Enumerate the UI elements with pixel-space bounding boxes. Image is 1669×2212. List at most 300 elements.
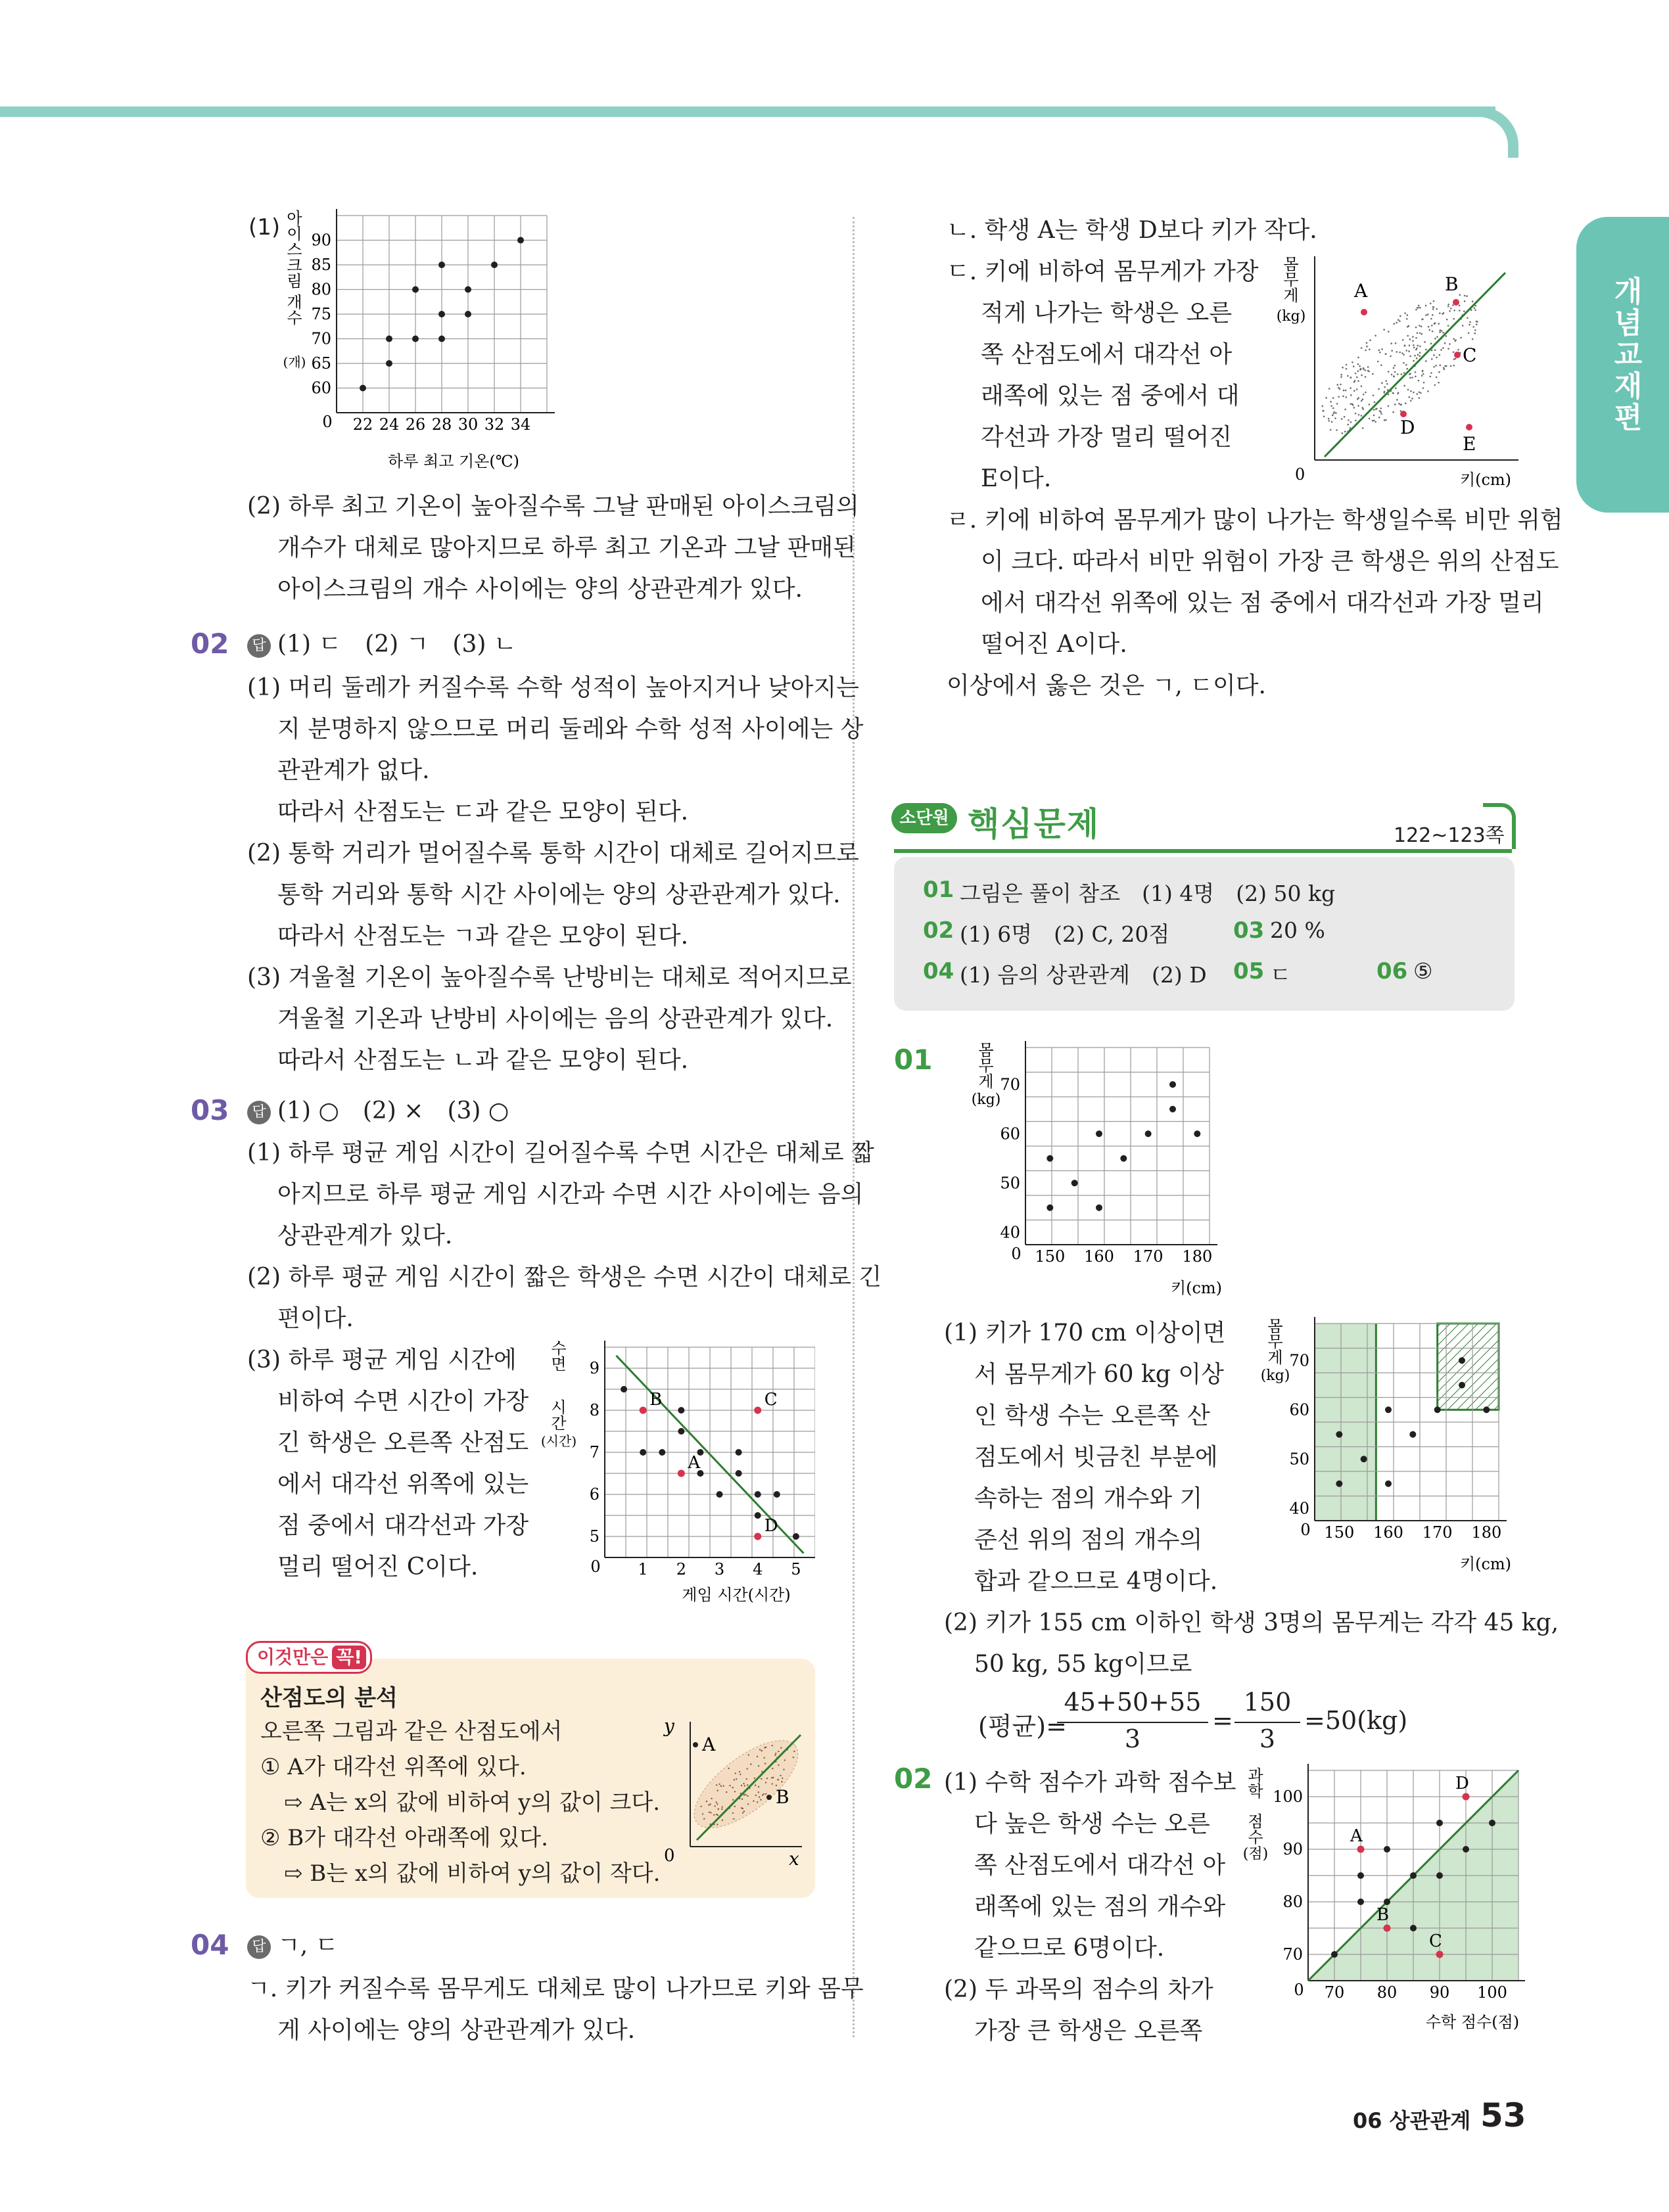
scatter-dot xyxy=(1375,334,1376,336)
right-top-line: 떨어진 A이다. xyxy=(981,631,1127,658)
scatter-dot xyxy=(1330,401,1332,403)
scatter-dot xyxy=(742,1812,743,1813)
scatter-dot xyxy=(1403,385,1405,387)
data-point xyxy=(1384,1899,1390,1905)
core-answer-text: ㄷ xyxy=(1270,962,1291,988)
highlight-point xyxy=(754,1533,761,1540)
scatter-dot xyxy=(1336,403,1338,405)
y-tick-label: 5 xyxy=(589,1527,599,1546)
scatter-dot xyxy=(1452,304,1454,306)
scatter-dot xyxy=(1453,318,1455,320)
scatter-dot xyxy=(1408,396,1410,398)
data-point xyxy=(621,1386,627,1393)
chart-origin: 0 xyxy=(1011,1245,1022,1263)
scatter-dot xyxy=(728,1768,730,1769)
data-point xyxy=(717,1491,723,1498)
scatter-dot xyxy=(743,1810,745,1812)
scatter-dot xyxy=(1335,412,1337,414)
scatter-dot xyxy=(1323,410,1325,412)
scatter-dot xyxy=(1409,344,1411,346)
scatter-dot xyxy=(1394,323,1396,325)
highlight-point xyxy=(1436,1951,1444,1958)
scatter-dot xyxy=(1466,295,1468,297)
data-point xyxy=(1434,1406,1441,1413)
scatter-dot xyxy=(1409,377,1411,379)
scatter-dot xyxy=(1331,421,1333,423)
q03-line: (3) 하루 평균 게임 시간에 xyxy=(247,1347,517,1373)
data-point xyxy=(1096,1205,1102,1211)
scatter-dot xyxy=(1476,321,1478,323)
core-answer-num: 03 xyxy=(1233,917,1265,944)
x-tick-label: 150 xyxy=(1324,1523,1355,1542)
scatter-dot xyxy=(1422,387,1424,389)
scatter-dot xyxy=(1403,354,1405,356)
answer-icon: 답 xyxy=(247,1935,271,1959)
scatter-dot xyxy=(1355,413,1357,415)
x-axis-label: 수학 점수(점) xyxy=(1425,2013,1520,2031)
scatter-dot xyxy=(1469,321,1471,323)
x-tick-label: 28 xyxy=(431,415,452,434)
scatter-dot xyxy=(1407,314,1409,316)
scatter-dot xyxy=(747,1803,749,1805)
y-axis-label: 림 xyxy=(287,272,302,290)
scatter-dot xyxy=(1436,308,1438,310)
core-title: 핵심문제 xyxy=(968,805,1100,843)
q02-line: (1) 머리 둘레가 커질수록 수학 성적이 높아지거나 낮아지는 xyxy=(247,674,859,701)
scatter-dot xyxy=(764,1763,766,1764)
y-axis-label: 몸 xyxy=(978,1041,994,1059)
scatter-dot xyxy=(1348,419,1350,421)
tip-badge-text: 이것만은 xyxy=(257,1646,329,1668)
x-tick-label: 80 xyxy=(1376,1983,1398,2002)
scatter-dot xyxy=(1420,392,1422,394)
s02-line: 다 높은 학생 수는 오른 xyxy=(974,1810,1210,1837)
scatter-dot xyxy=(1446,319,1448,321)
scatter-dot xyxy=(1417,354,1419,356)
scatter-dot xyxy=(1443,312,1445,314)
q03-line: (2) 하루 평균 게임 시간이 짧은 학생은 수면 시간이 대체로 긴 xyxy=(247,1264,882,1291)
scatter-dot xyxy=(762,1794,763,1795)
scatter-dot xyxy=(718,1809,719,1810)
scatter-dot xyxy=(1406,318,1408,320)
y-axis-label: 시 xyxy=(551,1398,567,1417)
scatter-dot xyxy=(1415,376,1417,378)
scatter-dot xyxy=(1390,342,1392,344)
q02-line: 따라서 산점도는 ㄱ과 같은 모양이 된다. xyxy=(277,923,689,950)
scatter-dot xyxy=(1385,353,1387,355)
q04-line: ㄱ. 키가 커질수록 몸무게도 대체로 많이 나가므로 키와 몸무 xyxy=(247,1975,864,2002)
scatter-dot xyxy=(761,1778,762,1780)
scatter-dot xyxy=(1411,398,1413,400)
core-answer-num: 04 xyxy=(923,958,954,984)
y-tick-label: 60 xyxy=(1289,1400,1309,1419)
data-point xyxy=(1463,1846,1469,1853)
scatter-dot xyxy=(1378,388,1380,390)
scatter-dot xyxy=(1412,340,1414,342)
s02-line: (2) 두 과목의 점수의 차가 xyxy=(944,1976,1213,2003)
scatter-dot xyxy=(1373,394,1375,396)
diagonal-line xyxy=(1325,273,1505,457)
scatter-dot xyxy=(1449,343,1451,345)
data-point xyxy=(1361,1456,1367,1462)
scatter-dot xyxy=(1439,365,1441,367)
scatter-dot xyxy=(1459,294,1461,296)
chart-origin: 0 xyxy=(590,1557,601,1576)
scatter-dot xyxy=(1372,373,1374,375)
data-point xyxy=(438,336,445,342)
scatter-dot xyxy=(1430,302,1432,304)
core-answer-text: 그림은 풀이 참조 (1) 4명 (2) 50 kg xyxy=(960,881,1336,906)
scatter-dot xyxy=(771,1783,772,1784)
scatter-dot xyxy=(1359,365,1361,367)
scatter-dot xyxy=(1332,415,1334,417)
scatter-dot xyxy=(729,1785,730,1786)
scatter-dot xyxy=(1416,357,1418,359)
scatter-dot xyxy=(1357,380,1359,382)
point-label: D xyxy=(764,1516,778,1536)
q03-line: 상관관계가 있다. xyxy=(277,1222,453,1249)
s02-line: 래쪽에 있는 점의 개수와 xyxy=(974,1893,1226,1920)
scatter-dot xyxy=(1376,408,1378,410)
scatter-dot xyxy=(1444,342,1446,344)
scatter-dot xyxy=(1417,345,1419,347)
scatter-dot xyxy=(782,1778,783,1779)
scatter-dot xyxy=(1346,364,1348,366)
q02-line: 따라서 산점도는 ㄷ과 같은 모양이 된다. xyxy=(277,798,689,825)
scatter-dot xyxy=(1374,402,1376,403)
scatter-dot xyxy=(1419,307,1421,309)
scatter-dot xyxy=(1380,413,1382,415)
scatter-dot xyxy=(1394,403,1396,405)
scatter-dot xyxy=(745,1794,746,1795)
scatter-dot xyxy=(735,1772,736,1774)
scatter-dot xyxy=(1363,394,1365,396)
core-badge: 소단원 xyxy=(891,803,957,833)
y-axis-label: 게 xyxy=(1267,1348,1283,1367)
scatter-dot xyxy=(1417,332,1419,334)
q02-number: 02 xyxy=(191,628,229,660)
s01-line: (2) 키가 155 cm 이하인 학생 3명의 몸무게는 각각 45 kg, xyxy=(944,1609,1559,1636)
scatter-dot xyxy=(1413,392,1415,394)
scatter-dot xyxy=(1344,430,1346,432)
scatter-dot xyxy=(1473,308,1475,310)
y-axis-label: 점 xyxy=(1248,1812,1263,1831)
scatter-dot xyxy=(1423,382,1425,384)
scatter-dot xyxy=(1390,355,1392,357)
side-tab-label: 개념교재편 xyxy=(1609,276,1642,434)
scatter-dot xyxy=(1342,396,1344,398)
q01-part2-line: 아이스크림의 개수 사이에는 양의 상관관계가 있다. xyxy=(277,576,803,603)
y-tick-label: 40 xyxy=(1289,1499,1309,1518)
scatter-dot xyxy=(732,1787,734,1788)
scatter-dot xyxy=(1407,389,1409,391)
scatter-dot xyxy=(1322,405,1324,407)
point-label: B xyxy=(649,1390,663,1410)
q03-line: 멀리 떨어진 C이다. xyxy=(277,1554,479,1580)
data-point xyxy=(640,1449,646,1456)
scatter-dot xyxy=(1460,337,1462,339)
scatter-dot xyxy=(746,1778,747,1780)
point-label: B xyxy=(1376,1905,1390,1925)
scatter-dot xyxy=(1436,357,1438,359)
y-axis-label: 수 xyxy=(287,309,302,327)
scatter-dot xyxy=(720,1786,722,1787)
scatter-dot xyxy=(1439,312,1441,314)
scatter-dot xyxy=(1328,420,1330,422)
scatter-dot xyxy=(1384,386,1386,388)
scatter-dot xyxy=(1398,403,1400,405)
data-point xyxy=(736,1470,742,1477)
chart-origin: 0 xyxy=(1300,1521,1311,1539)
highlight-point xyxy=(754,1407,761,1414)
y-axis-label: 몸 xyxy=(1267,1317,1283,1335)
core-answer-text: ⑤ xyxy=(1413,958,1433,984)
x-tick-label: 70 xyxy=(1324,1983,1345,2002)
y-axis-label: 과 xyxy=(1248,1766,1263,1785)
scatter-dot xyxy=(760,1799,761,1801)
scatter-dot xyxy=(1419,333,1421,334)
right-top-line: 이 크다. 따라서 비만 위험이 가장 큰 학생은 위의 산점도 xyxy=(981,548,1559,575)
y-axis-label: 수 xyxy=(551,1339,567,1358)
q03-line: 아지므로 하루 평균 게임 시간과 수면 시간 사이에는 음의 xyxy=(277,1181,864,1208)
highlight-point xyxy=(640,1407,647,1414)
x-tick-label: 170 xyxy=(1133,1247,1164,1266)
scatter-dot xyxy=(793,1751,795,1752)
scatter-dot xyxy=(1422,373,1424,375)
highlight-point xyxy=(1357,1846,1365,1853)
scatter-dot xyxy=(1449,310,1451,312)
scatter-dot xyxy=(761,1750,762,1751)
scatter-dot xyxy=(1396,351,1398,353)
data-point xyxy=(1459,1382,1465,1389)
scatter-dot xyxy=(1408,350,1410,352)
scatter-dot xyxy=(1352,361,1353,363)
scatter-dot xyxy=(716,1814,717,1815)
scatter-dot xyxy=(1443,367,1445,369)
data-point xyxy=(1120,1155,1127,1162)
scatter-dot xyxy=(1361,385,1363,387)
y-axis-label: (kg) xyxy=(1276,308,1306,325)
scatter-dot xyxy=(763,1757,764,1759)
scatter-dot xyxy=(713,1814,715,1816)
scatter-dot xyxy=(1433,300,1435,302)
scatter-dot xyxy=(1357,371,1359,373)
q03-line: (1) 하루 평균 게임 시간이 길어질수록 수면 시간은 대체로 짧 xyxy=(247,1140,874,1166)
scatter-dot xyxy=(1453,338,1455,340)
data-point xyxy=(386,360,392,367)
data-point xyxy=(1357,1899,1364,1905)
answer-icon: 답 xyxy=(247,1101,271,1124)
scatter-dot xyxy=(1343,390,1345,392)
scatter-dot xyxy=(1341,418,1343,420)
y-axis-label: 스 xyxy=(287,241,302,259)
scatter-dot xyxy=(1342,432,1344,434)
right-top-line: 적게 나가는 학생은 오른 xyxy=(981,300,1233,327)
x-tick-label: 180 xyxy=(1471,1523,1502,1542)
y-axis-symbol: y xyxy=(664,1715,674,1737)
point-label: C xyxy=(1429,1931,1442,1951)
data-point xyxy=(1489,1820,1495,1826)
formula-frac2-num: 150 xyxy=(1243,1688,1292,1717)
scatter-dot xyxy=(758,1791,759,1793)
data-point xyxy=(1046,1155,1053,1162)
q01-part2-line: 개수가 대체로 많아지므로 하루 최고 기온과 그날 판매된 xyxy=(277,534,856,561)
scatter-dot xyxy=(1413,344,1415,346)
scatter-dot xyxy=(1474,329,1476,331)
s02-line: 가장 큰 학생은 오른쪽 xyxy=(974,2017,1203,2044)
scatter-dot xyxy=(1415,327,1417,329)
scatter-dot xyxy=(1373,409,1375,411)
header-bar-curve xyxy=(1459,106,1518,158)
scatter-dot xyxy=(1381,348,1383,350)
scatter-dot xyxy=(772,1777,774,1778)
scatter-dot xyxy=(1369,403,1371,405)
right-top-line: 각선과 가장 멀리 떨어진 xyxy=(981,424,1233,451)
scatter-dot xyxy=(1413,360,1415,362)
x-tick-label: 150 xyxy=(1035,1247,1066,1266)
scatter-dot xyxy=(743,1783,744,1784)
scatter-dot xyxy=(703,1818,705,1820)
y-axis-label: (점) xyxy=(1242,1846,1269,1862)
scatter-dot xyxy=(1425,360,1427,362)
y-axis-label: 무 xyxy=(1267,1333,1283,1351)
scatter-dot xyxy=(1428,329,1430,331)
scatter-dot xyxy=(1409,373,1411,375)
scatter-dot xyxy=(1383,329,1385,331)
formula-frac2-den: 3 xyxy=(1259,1724,1276,1753)
scatter-dot xyxy=(1330,429,1332,431)
scatter-dot xyxy=(1418,380,1420,382)
scatter-dot xyxy=(1447,325,1449,327)
scatter-dot xyxy=(1407,335,1409,337)
scatter-dot xyxy=(1372,420,1374,422)
scatter-dot xyxy=(1433,366,1435,368)
scatter-dot xyxy=(726,1791,727,1793)
y-tick-label: 80 xyxy=(1282,1893,1303,1911)
x-tick-label: 2 xyxy=(676,1560,687,1578)
scatter-dot xyxy=(1411,377,1413,379)
scatter-dot xyxy=(1417,307,1419,309)
y-axis-label: 수 xyxy=(1248,1828,1263,1847)
scatter-dot xyxy=(1444,365,1446,367)
x-tick-label: 32 xyxy=(484,415,505,434)
y-axis-label: (kg) xyxy=(971,1092,1001,1108)
scatter-dot xyxy=(741,1798,743,1799)
scatter-dot xyxy=(1472,326,1474,328)
scatter-dot xyxy=(748,1754,749,1755)
scatter-dot xyxy=(744,1785,745,1786)
scatter-dot xyxy=(1419,352,1421,354)
scatter-dot xyxy=(1438,323,1440,325)
scatter-dot xyxy=(1447,306,1449,308)
s01-line: 서 몸무게가 60 kg 이상 xyxy=(974,1361,1224,1388)
s01-line: 속하는 점의 개수와 기 xyxy=(974,1485,1203,1512)
scatter-dot xyxy=(1340,384,1342,386)
x-axis-label: 키(cm) xyxy=(1170,1279,1223,1297)
scatter-dot xyxy=(1334,411,1336,413)
scatter-dot xyxy=(1362,407,1364,409)
scatter-dot xyxy=(1433,354,1435,356)
scatter-dot xyxy=(1388,405,1390,407)
x-tick-label: 22 xyxy=(352,415,373,434)
scatter-dot xyxy=(1421,333,1423,335)
scatter-dot xyxy=(1434,338,1436,340)
y-tick-label: 8 xyxy=(589,1401,599,1419)
x-tick-label: 160 xyxy=(1084,1247,1114,1266)
scatter-dot xyxy=(1345,390,1347,392)
data-point xyxy=(1331,1951,1338,1958)
point-a-label: A xyxy=(702,1734,716,1755)
scatter-dot xyxy=(758,1786,759,1787)
scatter-dot xyxy=(1366,346,1368,348)
scatter-dot xyxy=(739,1771,740,1772)
scatter-dot xyxy=(766,1778,768,1779)
scatter-dot xyxy=(1380,411,1382,413)
scatter-dot xyxy=(1332,397,1334,399)
highlight-point xyxy=(1466,424,1472,430)
q02-line: 관관계가 없다. xyxy=(277,757,430,784)
scatter-dot xyxy=(1357,405,1359,407)
scatter-dot xyxy=(1365,376,1367,378)
scatter-dot xyxy=(1362,398,1364,400)
icecream-scatter-chart xyxy=(283,209,559,485)
point-b xyxy=(766,1795,772,1800)
data-point xyxy=(1046,1205,1053,1211)
q02-line: (3) 겨울철 기온이 높아질수록 난방비는 대체로 적어지므로 xyxy=(247,964,852,991)
scatter-dot xyxy=(755,1784,756,1786)
data-point xyxy=(438,262,445,268)
y-axis-label: 무 xyxy=(978,1057,994,1075)
y-axis-label: 게 xyxy=(1283,287,1299,305)
scatter-dot xyxy=(1462,325,1464,327)
q02-line: 지 분명하지 않으므로 머리 둘레와 수학 성적 사이에는 상 xyxy=(277,716,864,743)
point-a xyxy=(693,1742,698,1747)
data-point xyxy=(1410,1925,1417,1931)
scatter-dot xyxy=(740,1774,741,1775)
scatter-dot xyxy=(717,1803,718,1805)
formula-frac1-bar xyxy=(1057,1722,1208,1723)
scatter-dot xyxy=(1365,350,1367,352)
header-bar xyxy=(0,106,1495,117)
y-tick-label: 85 xyxy=(311,256,331,274)
s01-line: 점도에서 빗금친 부분에 xyxy=(974,1444,1218,1471)
scatter-dot xyxy=(781,1781,782,1782)
data-point xyxy=(360,385,366,392)
right-top-line: ㄹ. 키에 비하여 몸무게가 많이 나가는 학생일수록 비만 위험 xyxy=(947,507,1563,534)
scatter-dot xyxy=(708,1805,709,1806)
y-axis-label: 학 xyxy=(1248,1782,1263,1801)
point-label: E xyxy=(1463,433,1476,455)
scatter-dot xyxy=(1409,338,1411,340)
scatter-dot xyxy=(1474,333,1476,334)
scatter-dot xyxy=(1350,427,1352,429)
scatter-dot xyxy=(1378,349,1380,351)
q03-line: 비하여 수면 시간이 가장 xyxy=(277,1388,529,1415)
q04-line: 게 사이에는 양의 상관관계가 있다. xyxy=(277,2017,636,2044)
scatter-dot xyxy=(1340,376,1342,378)
x-axis-label: 하루 최고 기온(℃) xyxy=(388,452,519,471)
scatter-dot xyxy=(1344,416,1346,418)
scatter-dot xyxy=(1433,306,1435,308)
data-point xyxy=(1169,1106,1176,1113)
scatter-dot xyxy=(1419,391,1421,393)
y-tick-label: 70 xyxy=(1000,1075,1020,1094)
s01-number: 01 xyxy=(894,1044,933,1076)
scatter-dot xyxy=(1354,380,1356,382)
right-top-line: E이다. xyxy=(981,465,1052,492)
tip-diagram xyxy=(651,1709,809,1873)
scatter-dot xyxy=(1408,325,1410,327)
